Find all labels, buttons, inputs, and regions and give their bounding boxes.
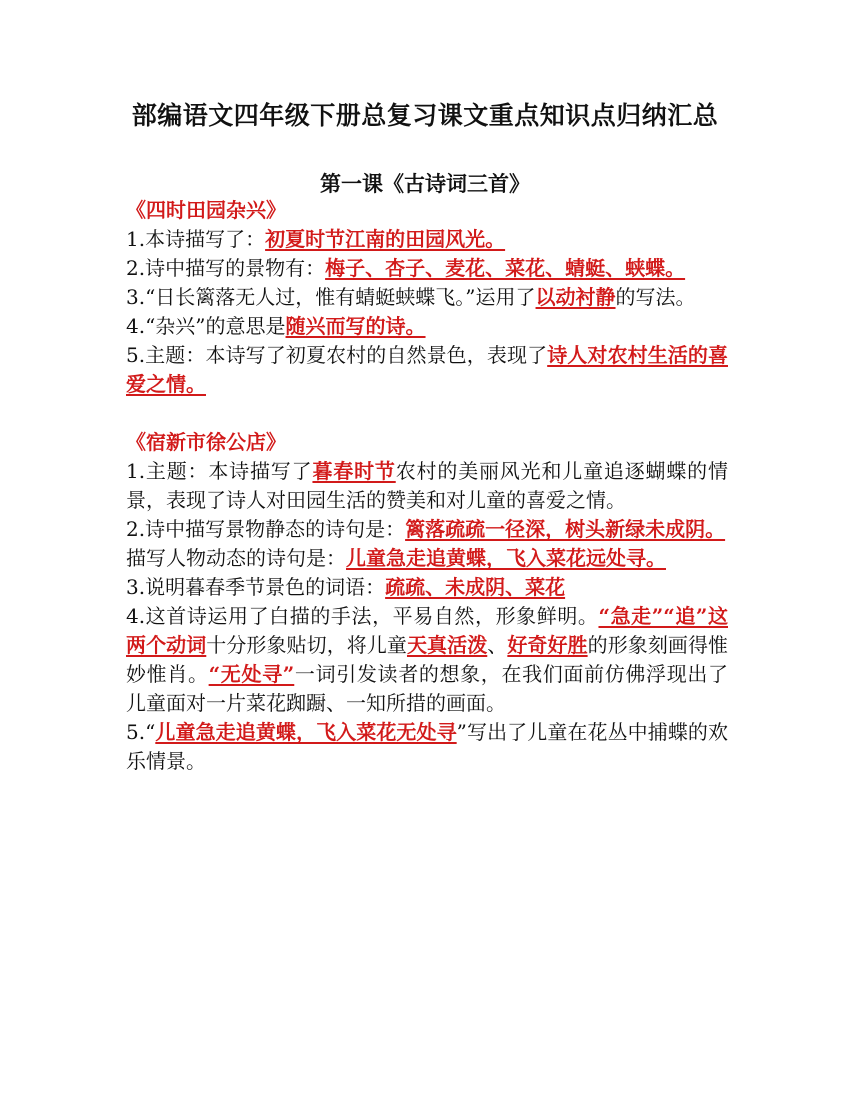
answer-text: 儿童急走追黄蝶，飞入菜花无处寻 xyxy=(155,720,457,744)
poem1-q1 xyxy=(126,225,728,254)
question-text: 描写人物动态的诗句是： xyxy=(126,546,346,570)
answer-text: 好奇好胜 xyxy=(507,633,588,657)
poem1-q2 xyxy=(126,254,728,283)
question-text: 的形象刻画得惟妙惟肖。 xyxy=(126,633,729,686)
question-text: 4.这首诗运用了白描的手法，平易自然，形象鲜明。 xyxy=(126,604,599,628)
question-text: 2.诗中描写的景物有： xyxy=(126,256,326,280)
poem-title-suxinshi: 《宿新市徐公店》 xyxy=(126,430,286,454)
answer-text: “急走”“追”这两个动词 xyxy=(126,604,728,657)
question-text: 5.主题：本诗写了初夏农村的自然景色，表现了 xyxy=(126,343,548,367)
question-text-tail: ”写出了儿童在花丛中捕蝶的欢乐情景。 xyxy=(126,720,728,773)
poem2-q5 xyxy=(126,718,728,776)
answer-text: 诗人对农村生活的喜爱之情。 xyxy=(126,343,728,396)
question-text: 3.“日长篱落无人过，惟有蜻蜓蛱蝶飞。”运用了 xyxy=(126,285,536,309)
poem2-q2 xyxy=(126,515,728,544)
answer-text: 儿童急走追黄蝶，飞入菜花远处寻。 xyxy=(346,546,666,570)
question-text: 2.诗中描写景物静态的诗句是： xyxy=(126,517,406,541)
answer-text: 篱落疏疏一径深，树头新绿未成阴。 xyxy=(405,517,726,541)
question-text: 5.“ xyxy=(126,720,156,744)
question-text: 4.“杂兴”的意思是 xyxy=(126,314,286,338)
answer-text: 天真活泼 xyxy=(406,633,488,657)
question-text: 一词引发读者的想象，在我们面前仿佛浮现出了儿童面对一片菜花踟蹰、一知所措的画面。 xyxy=(126,662,729,715)
poem1-q5 xyxy=(126,341,728,399)
answer-text: 疏疏、未成阴、菜花 xyxy=(385,575,566,599)
poem2-q1 xyxy=(126,457,728,515)
answer-text: 初夏时节江南的田园风光。 xyxy=(265,227,506,251)
question-text: 3.说明暮春季节景色的词语： xyxy=(126,575,386,599)
poem1-q4 xyxy=(126,312,728,341)
poem2-q4 xyxy=(126,602,728,718)
lesson-title: 第一课《古诗词三首》 xyxy=(320,171,530,196)
poem2-q3 xyxy=(126,573,728,602)
question-text: 、 xyxy=(487,633,508,657)
question-text: 1.主题：本诗描写了 xyxy=(126,459,313,483)
poem2-q2b xyxy=(126,544,728,573)
question-text-tail: 农村的美丽风光和儿童追逐蝴蝶的情景，表现了诗人对田园生活的赞美和对儿童的喜爱之情。 xyxy=(126,459,729,512)
answer-text: “无处寻” xyxy=(208,662,295,686)
document-title: 部编语文四年级下册总复习课文重点知识点归纳汇总 xyxy=(131,101,719,130)
question-text: 1.本诗描写了： xyxy=(126,227,266,251)
poem-title-sishi: 《四时田园杂兴》 xyxy=(126,198,286,222)
answer-text: 以动衬静 xyxy=(535,285,616,309)
spacer xyxy=(126,399,728,428)
answer-text: 暮春时节 xyxy=(312,459,396,483)
answer-text: 梅子、杏子、麦花、菜花、蜻蜓、蛱蝶。 xyxy=(325,256,686,280)
poem1-q3 xyxy=(126,283,728,312)
question-text-tail: 的写法。 xyxy=(615,285,696,309)
question-text: 十分形象贴切，将儿童 xyxy=(206,633,407,657)
document-body xyxy=(126,196,728,776)
answer-text: 随兴而写的诗。 xyxy=(285,314,426,338)
